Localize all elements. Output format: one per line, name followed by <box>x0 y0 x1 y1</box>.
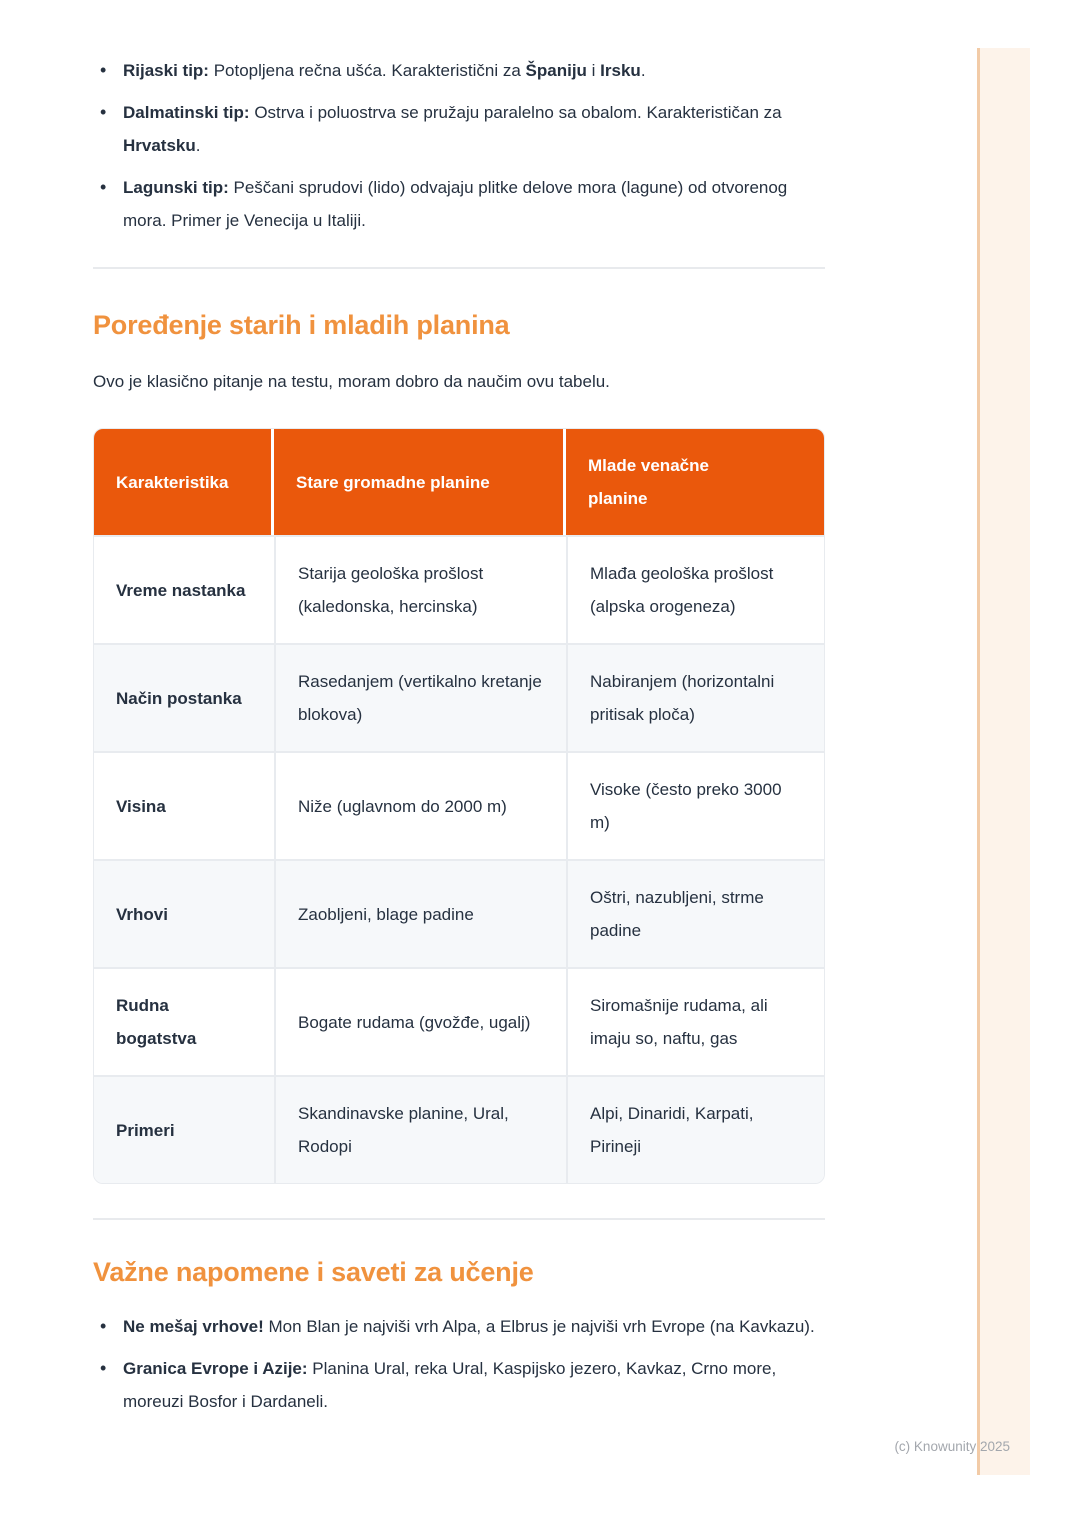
comparison-table-container <box>93 428 825 1184</box>
table-cell: Zaobljeni, blage padine <box>274 859 566 967</box>
table-cell: Alpi, Dinaridi, Karpati, Pirineji <box>566 1075 825 1183</box>
bullet-bold: Irsku <box>600 61 641 80</box>
bullet-text: Planina Ural, reka Ural, Kaspijsko jezero, Kavkaz, Crno more, moreuzi Bosfor i Dardaneli. <box>123 1359 777 1411</box>
list-item-rijaski-tip <box>93 54 825 87</box>
bullet-term: Rijaski tip: <box>123 61 209 80</box>
bullet-text: Ostrva i poluostrva se pružaju paralelno sa obalom. Karakterističan za <box>249 103 782 122</box>
bullet-term: Granica Evrope i Azije: <box>123 1359 308 1378</box>
bullet-text: i <box>586 61 601 80</box>
table-row <box>94 967 825 1075</box>
bullet-bold: Hrvatsku <box>123 136 196 155</box>
table-cell: Niže (uglavnom do 2000 m) <box>274 751 566 859</box>
section-divider <box>93 267 825 269</box>
page-edge-band <box>977 48 1030 1475</box>
list-item-lagunski-tip <box>93 171 825 237</box>
bullet-bold: Španiju <box>525 61 587 80</box>
table-row <box>94 859 825 967</box>
row-label: Vrhovi <box>94 859 274 967</box>
section-heading-notes: Važne napomene i saveti za učenje <box>93 1257 534 1287</box>
document-content <box>93 0 825 1418</box>
section-heading-comparison: Poređenje starih i mladih planina <box>93 310 510 340</box>
table-row <box>94 751 825 859</box>
table-header-row <box>94 429 825 535</box>
comparison-intro-text: Ovo je klasično pitanje na testu, moram dobro da naučim ovu tabelu. <box>93 372 610 391</box>
table-cell: Siromašnije rudama, ali imaju so, naftu, gas <box>566 967 825 1075</box>
bullet-text: Mon Blan je najviši vrh Alpa, a Elbrus je najviši vrh Evrope (na Kavkazu). <box>263 1317 815 1336</box>
row-label: Vreme nastanka <box>94 535 274 643</box>
section-divider <box>93 1218 825 1220</box>
column-header-karakteristika: Karakteristika <box>94 429 274 535</box>
table-cell: Mlađa geološka prošlost (alpska orogeneza) <box>566 535 825 643</box>
bullet-text: . <box>640 61 646 80</box>
row-label: Primeri <box>94 1075 274 1183</box>
column-header-label: Mlade venačne planine <box>588 456 709 508</box>
row-label: Način postanka <box>94 643 274 751</box>
bullet-text: . <box>195 136 201 155</box>
table-row <box>94 1075 825 1183</box>
column-header-stare-planine: Stare gromadne planine <box>274 429 566 535</box>
row-label: Visina <box>94 751 274 859</box>
table-cell: Rasedanjem (vertikalno kretanje blokova) <box>274 643 566 751</box>
column-header-mlade-planine <box>566 429 825 535</box>
coast-types-list <box>93 54 825 237</box>
table-cell: Skandinavske planine, Ural, Rodopi <box>274 1075 566 1183</box>
bullet-text: Potopljena rečna ušća. Karakteristični za <box>208 61 526 80</box>
table-cell: Visoke (često preko 3000 m) <box>566 751 825 859</box>
notes-list <box>93 1310 825 1418</box>
bullet-term: Lagunski tip: <box>123 178 229 197</box>
table-cell: Starija geološka prošlost (kaledonska, hercinska) <box>274 535 566 643</box>
row-label: Rudna bogatstva <box>94 967 274 1075</box>
bullet-term: Ne mešaj vrhove! <box>123 1317 264 1336</box>
table-cell: Bogate rudama (gvožđe, ugalj) <box>274 967 566 1075</box>
list-item-dalmatinski-tip <box>93 96 825 162</box>
bullet-text: Peščani sprudovi (lido) odvajaju plitke delove mora (lagune) od otvorenog mora. Primer je Venecija u Italiji. <box>123 178 788 230</box>
bullet-term: Dalmatinski tip: <box>123 103 250 122</box>
comparison-table <box>94 429 825 1183</box>
list-item-granica-evrope-azije <box>93 1352 825 1418</box>
list-item-ne-mesaj-vrhove <box>93 1310 825 1343</box>
table-row <box>94 535 825 643</box>
table-row <box>94 643 825 751</box>
table-cell: Nabiranjem (horizontalni pritisak ploča) <box>566 643 825 751</box>
copyright-notice: (c) Knowunity 2025 <box>894 1439 1010 1454</box>
table-cell: Oštri, nazubljeni, strme padine <box>566 859 825 967</box>
